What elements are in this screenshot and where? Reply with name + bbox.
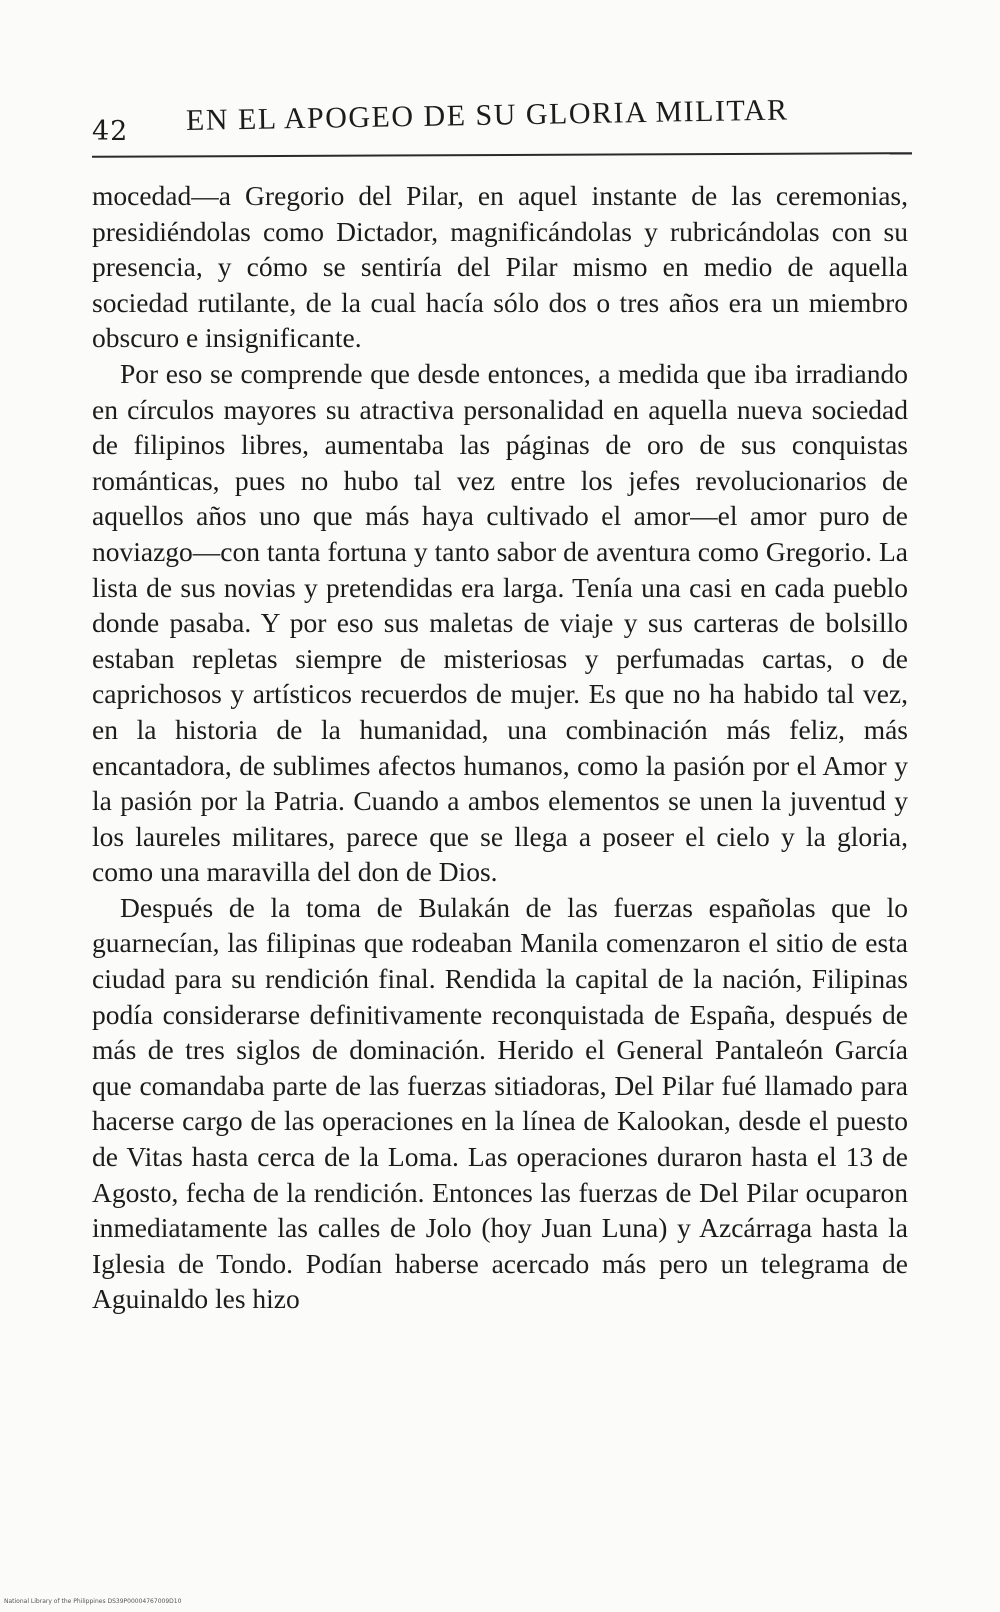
body-text (92, 178, 908, 1317)
scan-credit: National Library of the Philippines DS39P00004767009D10 (4, 1598, 182, 1605)
page-header (92, 93, 912, 148)
header-rule (92, 152, 912, 158)
running-title: EN EL APOGEO DE SU GLORIA MILITAR (185, 93, 789, 137)
paragraph: Después de la toma de Bulakán de las fuerzas españolas que lo guarnecían, las filipinas que rodeaban Manila comenzaron el sitio de esta ciudad para su rendición final. Rendida la capital de la nación, Filipinas podía considerarse definitivamente reconquistada de España, después de más de tres siglos de dominación. Herido el General Pantaleón García que comandaba parte de las fuerzas sitiadoras, Del Pilar fué llamado para hacerse cargo de las operaciones en la línea de Kalookan, desde el puesto de Vitas hasta cerca de la Loma. Las operaciones duraron hasta el 13 de Agosto, fecha de la rendición. Entonces las fuerzas de Del Pilar ocuparon inmediatamente las calles de Jolo (hoy Juan Luna) y Azcárraga hasta la Iglesia de Tondo. Podían haberse acercado más pero un telegrama de Aguinaldo les hizo (92, 891, 908, 1315)
page-number: 42 (92, 116, 129, 147)
paragraph-continued: mocedad—a Gregorio del Pilar, en aquel instante de las ceremonias, presidiéndolas como Dictador, magnificándolas y rubricándolas con su presencia, y cómo se sentiría del Pilar mismo en medio de aquella sociedad rutilante, de la cual hacía sólo dos o tres años era un miembro obscuro e insignificante. (92, 180, 908, 354)
paragraph: Por eso se comprende que desde entonces, a medida que iba irradiando en círculos mayores su atractiva personalidad en aquella nueva sociedad de filipinos libres, aumentaba las páginas de oro de sus conquistas románticas, pues no hubo tal vez entre los jefes revolucionarios de aquellos años uno que más haya cultivado el amor—el amor puro de noviazgo—con tanta fortuna y tanto sabor de aventura como Gregorio. La lista de sus novias y pretendidas era larga. Tenía una casi en cada pueblo donde pasaba. Y por eso sus maletas de viaje y sus carteras de bolsillo estaban repletas siempre de misteriosas y perfumadas cartas, o de caprichosos y artísticos recuerdos de mujer. Es que no ha habido tal vez, en la historia de la humanidad, una combinación más feliz, más encantadora, de sublimes afectos humanos, como la pasión por el Amor y la pasión por la Patria. Cuando a ambos elementos se unen la juventud y los laureles militares, parece que se llega a poseer el cielo y la gloria, como una maravilla del don de Dios. (92, 357, 908, 888)
